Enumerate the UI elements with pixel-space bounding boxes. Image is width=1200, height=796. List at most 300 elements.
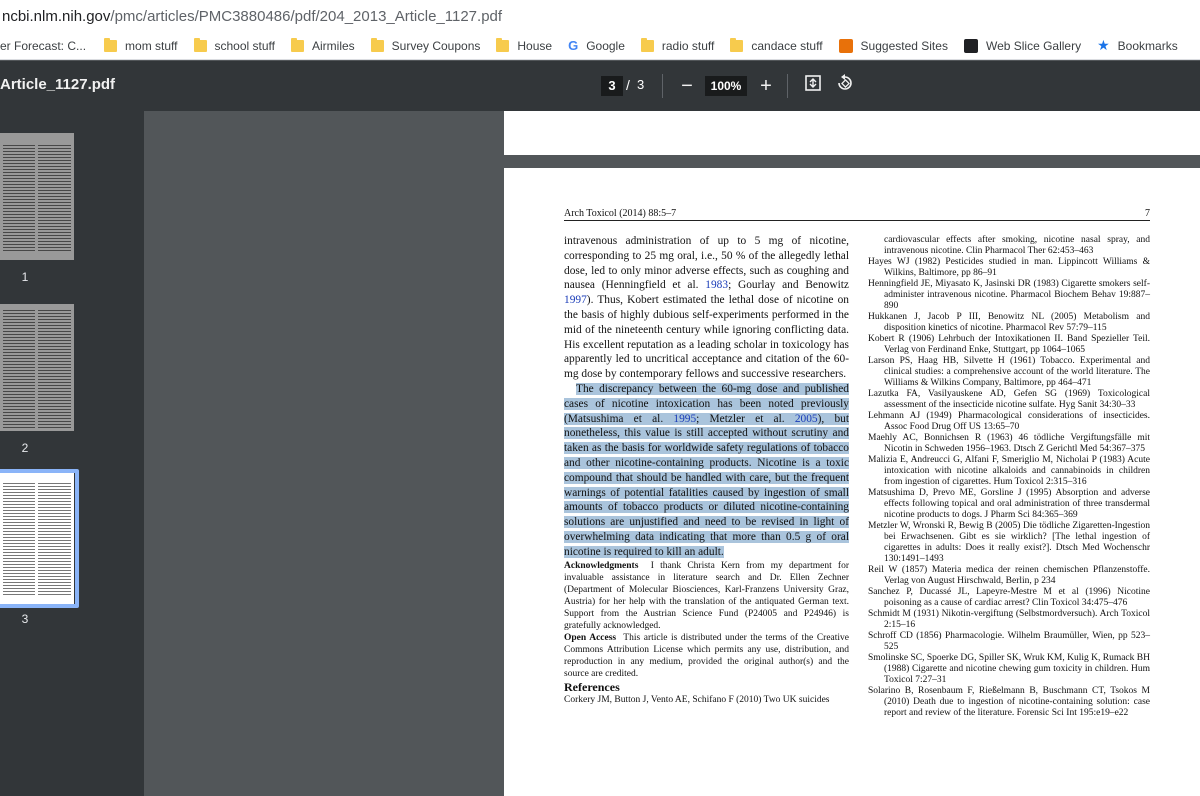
thumbnail-text-line	[38, 145, 71, 146]
thumbnail-text-line	[38, 238, 71, 239]
thumbnail-text-line	[38, 519, 71, 520]
thumbnail-text-line	[3, 178, 35, 179]
fit-to-page-button[interactable]	[801, 74, 825, 98]
thumbnail-text-line	[38, 382, 71, 383]
thumbnail-text-line	[3, 573, 35, 574]
thumbnail-text-line	[3, 160, 35, 161]
thumbnail-text-line	[3, 244, 35, 245]
thumbnail-text-line	[38, 331, 71, 332]
thumbnail-text-line	[3, 382, 35, 383]
bookmark-label: Bookmarks	[1117, 38, 1178, 53]
thumbnail-text-line	[3, 567, 35, 568]
thumbnail-text-line	[38, 564, 71, 565]
bookmark-item[interactable]	[1097, 37, 1178, 54]
folder-icon	[496, 40, 509, 52]
thumbnail-text-line	[3, 534, 35, 535]
thumbnail-text-line	[38, 528, 71, 529]
thumbnail-text-line	[38, 184, 71, 185]
thumbnail-text-line	[38, 355, 71, 356]
thumbnail-text-line	[38, 214, 71, 215]
thumbnail-text-line	[3, 355, 35, 356]
thumbnail-text-line	[38, 391, 71, 392]
references-heading: References	[564, 679, 620, 694]
address-bar[interactable]	[0, 0, 1200, 32]
thumbnail-text-line	[3, 184, 35, 185]
zoom-in-button[interactable]: +	[760, 75, 772, 97]
thumbnail-text-line	[38, 367, 71, 368]
thumbnail-text-line	[38, 582, 71, 583]
thumbnail-text-line	[3, 343, 35, 344]
thumbnail-text-line	[3, 325, 35, 326]
rotate-button[interactable]	[833, 74, 857, 98]
reference-item: Schmidt M (1931) Nikotin-vergiftung (Selbstmordversuch). Arch Toxicol 2:15–16	[868, 609, 1150, 630]
thumbnail-text-line	[38, 376, 71, 377]
left-column	[564, 234, 849, 706]
thumbnail-text-line	[3, 247, 35, 248]
thumbnail-text-line	[3, 223, 35, 224]
fit-page-icon	[804, 74, 822, 92]
thumbnail-text-line	[3, 352, 35, 353]
bookmark-label: Suggested Sites	[860, 38, 948, 53]
thumbnail-text-line	[38, 310, 71, 311]
thumbnail-text-line	[3, 501, 35, 502]
thumbnail-text-line	[38, 148, 71, 149]
thumbnail-text-line	[38, 217, 71, 218]
pdf-viewer[interactable]	[144, 111, 1200, 796]
thumbnail-text-line	[3, 364, 35, 365]
thumbnail-text-line	[38, 244, 71, 245]
thumbnail-text-line	[38, 546, 71, 547]
thumbnail-text-line	[3, 328, 35, 329]
thumbnail-text-line	[38, 157, 71, 158]
thumbnail-text-line	[38, 522, 71, 523]
thumbnail-text-line	[3, 190, 35, 191]
reference-item: Malizia E, Andreucci G, Alfani F, Smeriglio M, Nicholai P (1983) Acute intoxication with nicotine alkaloids and cannabinoids in children from ingestion of cigarettes. Hum Toxicol 2:315–316	[868, 455, 1150, 488]
header-rule	[564, 220, 1150, 221]
thumbnail-text-line	[38, 400, 71, 401]
thumbnail-text-line	[38, 361, 71, 362]
thumbnail-text-line	[3, 492, 35, 493]
thumbnail-text-line	[38, 229, 71, 230]
thumbnail-text-line	[38, 567, 71, 568]
thumbnail-text-line	[38, 558, 71, 559]
thumbnail-text-line	[3, 564, 35, 565]
page-thumbnail-1[interactable]	[0, 133, 74, 260]
thumbnail-text-line	[3, 202, 35, 203]
open-access: Open Access This article is distributed under the terms of the Creative Commons Attribution License which permits any use, distribution, and reproduction in any medium, provided the original author(s) and the source are credited.	[564, 632, 849, 679]
thumbnail-text-line	[38, 328, 71, 329]
bookmark-label: radio stuff	[661, 38, 715, 53]
thumbnail-text-line	[3, 172, 35, 173]
reference-item: Sanchez P, Ducassé JL, Lapeyre-Mestre M et al (1996) Nicotine poisoning as a cause of cardiac arrest? Clin Toxicol 34:475–476	[868, 587, 1150, 608]
reference-item: cardiovascular effects after smoking, nicotine nasal spray, and intravenous nicotine. Clin Pharmacol Ther 62:453–463	[884, 235, 1150, 256]
thumbnail-text-line	[3, 519, 35, 520]
bookmark-label: Airmiles	[311, 38, 355, 53]
thumbnail-text-line	[38, 364, 71, 365]
thumbnail-text-line	[38, 415, 71, 416]
thumbnail-text-line	[3, 570, 35, 571]
thumbnail-text-line	[3, 181, 35, 182]
thumbnail-text-line	[38, 424, 71, 425]
thumbnail-text-line	[3, 561, 35, 562]
thumbnail-text-line	[38, 513, 71, 514]
bookmark-label: mom stuff	[125, 38, 178, 53]
thumbnail-text-line	[3, 316, 35, 317]
reference-item: Maehly AC, Bonnichsen R (1963) 46 tödliche Vergiftungsfälle mit Nicotin in Schweden 1956–1963. Dtsch Z Gerichtl Med 54:367–375	[868, 433, 1150, 455]
thumbnail-text-line	[38, 325, 71, 326]
thumbnail-text-line	[3, 412, 35, 413]
thumbnail-text-line	[3, 528, 35, 529]
page-separator: /	[626, 77, 630, 93]
thumbnail-text-line	[3, 241, 35, 242]
thumbnail-text-line	[38, 549, 71, 550]
rotate-icon	[836, 74, 854, 92]
bookmarks-bar	[0, 32, 1200, 60]
thumbnail-text-line	[3, 385, 35, 386]
thumbnail-text-line	[38, 486, 71, 487]
bookmark-item[interactable]	[194, 39, 275, 53]
thumbnail-text-line	[38, 379, 71, 380]
thumbnail-text-line	[38, 175, 71, 176]
thumbnail-text-line	[3, 427, 35, 428]
thumbnail-text-line	[38, 319, 71, 320]
thumbnail-text-line	[38, 241, 71, 242]
citation-link[interactable]: 1995	[673, 412, 697, 425]
reference-item: Larson PS, Haag HB, Silvette H (1961) Tobacco. Experimental and clinical studies: a comprehensive account of the world literature. The Williams & Wilkins Company, Baltimore, pp 464–471	[868, 356, 1150, 388]
reference-item: Corkery JM, Button J, Vento AE, Schifano F (2010) Two UK suicides	[564, 695, 830, 706]
thumbnail-text-line	[38, 495, 71, 496]
thumbnail-text-line	[3, 322, 35, 323]
thumbnail-text-line	[3, 250, 35, 251]
thumbnail-label: 1	[21, 270, 29, 284]
thumbnail-text-line	[3, 507, 35, 508]
highlighted-paragraph: The discrepancy between the 60-mg dose and published cases of nicotine intoxication has been noted previously (Matsushima et al. 1995; Metzler et al. 2005), but nonetheless, this value is still accepted without scrutiny and taken as the basis for worldwide safety regulations of tobacco and other nicotine-containing products. Nicotine is a toxic compound that should be handled with care, but the frequent warnings of potential fatalities caused by ingestion of small amounts of tobacco products or diluted nicotine-containing solutions are unjustified and need to be revised in light of overwhelming data indicating that more than 0.5 g of oral nicotine is required to kill an adult.	[564, 382, 850, 558]
thumbnail-text-line	[38, 489, 71, 490]
thumbnail-text-line	[38, 543, 71, 544]
thumbnail-text-line	[3, 379, 35, 380]
thumbnail-text-line	[3, 591, 35, 592]
thumbnail-text-line	[3, 409, 35, 410]
thumbnail-text-line	[38, 235, 71, 236]
thumbnail-text-line	[38, 337, 71, 338]
thumbnail-text-line	[3, 319, 35, 320]
thumbnail-text-line	[38, 591, 71, 592]
thumbnail-text-line	[3, 373, 35, 374]
thumbnail-text-line	[38, 322, 71, 323]
thumbnail-text-line	[38, 172, 71, 173]
thumbnail-text-line	[38, 409, 71, 410]
thumbnail-text-line	[38, 498, 71, 499]
thumbnail-text-line	[38, 154, 71, 155]
thumbnail-text-line	[38, 579, 71, 580]
journal-citation: Arch Toxicol (2014) 88:5–7	[564, 208, 677, 219]
thumbnail-text-line	[3, 376, 35, 377]
pdf-title: Article_1127.pdf	[0, 76, 116, 93]
thumbnail-text-line	[38, 394, 71, 395]
thumbnail-text-line	[3, 238, 35, 239]
thumbnail-text-line	[38, 537, 71, 538]
thumbnail-text-line	[3, 358, 35, 359]
thumbnail-text-line	[3, 229, 35, 230]
thumbnail-text-line	[3, 394, 35, 395]
thumbnail-text-line	[38, 352, 71, 353]
thumbnail-text-line	[3, 525, 35, 526]
thumbnail-text-line	[38, 211, 71, 212]
thumbnail-text-line	[38, 504, 71, 505]
thumbnail-text-line	[38, 316, 71, 317]
thumbnail-text-line	[38, 501, 71, 502]
folder-icon	[194, 40, 207, 52]
thumbnail-text-line	[38, 250, 71, 251]
thumbnail-text-line	[3, 151, 35, 152]
thumbnail-text-line	[3, 370, 35, 371]
thumbnail-text-line	[38, 403, 71, 404]
thumbnail-text-line	[3, 193, 35, 194]
thumbnail-text-line	[3, 361, 35, 362]
thumbnail-text-line	[3, 543, 35, 544]
zoom-input[interactable]: 100%	[705, 76, 747, 96]
thumbnail-text-line	[3, 558, 35, 559]
pdf-page-3	[504, 168, 1200, 796]
thumbnail-text-line	[38, 427, 71, 428]
thumbnail-text-line	[3, 391, 35, 392]
thumbnail-text-line	[3, 199, 35, 200]
thumbnail-text-line	[3, 148, 35, 149]
bookmark-item[interactable]	[839, 39, 948, 53]
google-icon: G	[568, 38, 579, 53]
thumbnail-text-line	[3, 504, 35, 505]
thumbnail-text-line	[38, 540, 71, 541]
reference-item: Henningfield JE, Miyasato K, Jasinski DR (1983) Cigarette smokers self-administer intravenous nicotine. Pharmacol Biochem Behav 19:887–890	[868, 279, 1150, 311]
thumbnail-text-line	[38, 208, 71, 209]
thumbnail-text-line	[3, 175, 35, 176]
thumbnail-text-line	[38, 358, 71, 359]
bookmark-label: er Forecast: C...	[0, 38, 87, 53]
thumbnail-text-line	[3, 196, 35, 197]
thumbnail-text-line	[3, 217, 35, 218]
reference-item: Reil W (1857) Materia medica der reinen chemischen Pflanzenstoffe. Verlag von August Hirschwald, Berlin, p 234	[868, 564, 1150, 586]
thumbnail-text-line	[3, 208, 35, 209]
thumbnail-text-line	[3, 310, 35, 311]
bookmark-item[interactable]	[104, 39, 177, 53]
thumbnail-text-line	[3, 388, 35, 389]
thumbnail-text-line	[3, 537, 35, 538]
thumbnail-text-line	[3, 415, 35, 416]
thumbnail-text-line	[3, 169, 35, 170]
thumbnail-label: 3	[21, 612, 29, 626]
thumbnail-text-line	[3, 226, 35, 227]
thumbnail-text-line	[3, 552, 35, 553]
reference-item: Metzler W, Wronski R, Bewig B (2005) Die tödliche Zigaretten-Ingestion bei Erwachsenen. Gibt es sie wirklich? [The lethal ingestion of cigarettes in adults: Does it really exist?]. Dtsch Med Wochenschr 130:1491–1493	[868, 521, 1150, 564]
folder-icon	[641, 40, 654, 52]
thumbnail-text-line	[38, 585, 71, 586]
reference-item: Smolinske SC, Spoerke DG, Spiller SK, Wruk KM, Kulig K, Rumack BH (1988) Cigarette and nicotine chewing gum toxicity in children. Hum Toxicol 7:27–31	[868, 653, 1150, 685]
thumbnail-text-line	[38, 552, 71, 553]
bookmark-item[interactable]	[964, 39, 1081, 53]
reference-item: Schroff CD (1856) Pharmacologie. Wilhelm Braumüller, Wien, pp 523–525	[868, 631, 1150, 652]
thumbnail-text-line	[38, 313, 71, 314]
thumbnail-text-line	[38, 334, 71, 335]
thumbnail-text-line	[3, 486, 35, 487]
thumbnail-text-line	[3, 585, 35, 586]
thumbnail-text-line	[38, 385, 71, 386]
thumbnail-text-line	[38, 220, 71, 221]
thumbnail-text-line	[3, 495, 35, 496]
thumbnail-text-line	[38, 388, 71, 389]
page-thumbnail-2[interactable]	[0, 304, 74, 431]
bookmark-label: Google	[586, 38, 625, 53]
thumbnail-text-line	[3, 145, 35, 146]
thumbnail-text-line	[3, 498, 35, 499]
thumbnail-text-line	[3, 313, 35, 314]
bookmark-item[interactable]	[291, 39, 355, 53]
thumbnail-text-line	[38, 594, 71, 595]
thumbnail-text-line	[38, 349, 71, 350]
thumbnail-text-line	[38, 340, 71, 341]
thumbnail-text-line	[3, 346, 35, 347]
thumbnail-text-line	[3, 340, 35, 341]
thumbnail-text-line	[38, 534, 71, 535]
thumbnail-text-line	[38, 226, 71, 227]
thumbnail-label: 2	[21, 441, 29, 455]
thumbnail-text-line	[3, 549, 35, 550]
thumbnail-text-line	[38, 202, 71, 203]
suggested-sites-icon	[839, 39, 853, 53]
zoom-out-button[interactable]: −	[681, 75, 693, 97]
thumbnail-text-line	[38, 166, 71, 167]
reference-item: Hayes WJ (1982) Pesticides studied in man. Lippincott Williams & Wilkins, Baltimore, pp 86–91	[868, 257, 1150, 278]
thumbnail-text-line	[38, 418, 71, 419]
bookmark-item[interactable]	[568, 38, 625, 53]
thumbnail-text-line	[38, 561, 71, 562]
thumbnail-text-line	[38, 406, 71, 407]
thumbnail-text-line	[3, 418, 35, 419]
thumbnail-text-line	[38, 492, 71, 493]
reference-item: Hukkanen J, Jacob P III, Benowitz NL (2005) Metabolism and disposition kinetics of nicotine. Pharmacol Rev 57:79–115	[868, 312, 1150, 333]
thumbnail-text-line	[38, 223, 71, 224]
thumbnail-text-line	[38, 160, 71, 161]
pdf-page-2	[504, 111, 1200, 155]
thumbnail-text-line	[38, 397, 71, 398]
folder-icon	[730, 40, 743, 52]
bookmark-label: candace stuff	[751, 38, 823, 53]
folder-icon	[371, 40, 384, 52]
thumbnail-text-line	[38, 163, 71, 164]
citation-link[interactable]: 1983	[705, 279, 729, 292]
thumbnail-text-line	[38, 516, 71, 517]
thumbnail-text-line	[38, 373, 71, 374]
thumbnail-text-line	[38, 169, 71, 170]
reference-item: Kobert R (1906) Lehrbuch der Intoxikationen II. Band Spezieller Teil. Verlag von Ferdinand Enke, Stuttgart, pp 1064–1065	[868, 334, 1150, 355]
thumbnail-text-line	[38, 588, 71, 589]
page-total: 3	[637, 77, 645, 92]
thumbnail-text-line	[38, 570, 71, 571]
thumbnail-text-line	[3, 579, 35, 580]
thumbnail-text-line	[3, 406, 35, 407]
web-slice-icon	[964, 39, 978, 53]
thumbnail-text-line	[38, 190, 71, 191]
reference-item: Lehmann AJ (1949) Pharmacological considerations of insecticides. Assoc Food Drug Off US 13:65–70	[868, 411, 1150, 433]
thumbnail-text-line	[3, 232, 35, 233]
thumbnail-text-line	[3, 157, 35, 158]
thumbnail-text-line	[3, 367, 35, 368]
bookmark-label: Survey Coupons	[391, 38, 481, 53]
thumbnail-sidebar	[0, 111, 144, 796]
thumbnail-text-line	[38, 507, 71, 508]
thumbnail-text-line	[38, 370, 71, 371]
thumbnail-text-line	[38, 187, 71, 188]
thumbnail-text-line	[3, 516, 35, 517]
reference-item: Lazutka FA, Vasilyauskene AD, Gefen SG (1969) Toxicological assessment of the insecticide nicotine sulfate. Hyg Sanit 34:30–33	[868, 389, 1150, 410]
page-number-input[interactable]: 3	[601, 76, 623, 96]
thumbnail-text-line	[3, 400, 35, 401]
bookmark-item[interactable]	[0, 39, 86, 53]
running-header	[564, 208, 1150, 219]
thumbnail-text-line	[3, 510, 35, 511]
thumbnail-text-line	[38, 525, 71, 526]
thumbnail-text-line	[3, 397, 35, 398]
thumbnail-text-line	[38, 151, 71, 152]
thumbnail-text-line	[3, 403, 35, 404]
folder-icon	[291, 40, 304, 52]
thumbnail-text-line	[38, 343, 71, 344]
bookmark-item[interactable]	[641, 39, 714, 53]
thumbnail-text-line	[3, 220, 35, 221]
thumbnail-text-line	[38, 421, 71, 422]
bookmark-item[interactable]	[496, 39, 552, 53]
right-column-references	[868, 235, 1150, 719]
thumbnail-text-line	[38, 181, 71, 182]
thumbnail-text-line	[38, 531, 71, 532]
bookmark-label: House	[517, 38, 553, 53]
thumbnail-text-line	[3, 187, 35, 188]
thumbnail-text-line	[38, 193, 71, 194]
thumbnail-text-line	[38, 196, 71, 197]
thumbnail-text-line	[3, 483, 35, 484]
thumbnail-text-line	[3, 424, 35, 425]
citation-link[interactable]: 1997	[564, 294, 587, 307]
bookmark-item[interactable]	[371, 39, 481, 53]
folder-icon	[104, 40, 117, 52]
citation-link[interactable]: 2005	[794, 412, 818, 425]
thumbnail-text-line	[3, 154, 35, 155]
thumbnail-text-line	[3, 349, 35, 350]
bookmark-item[interactable]	[730, 39, 822, 53]
toolbar-divider	[662, 74, 663, 98]
thumbnail-text-line	[3, 576, 35, 577]
thumbnail-text-line	[3, 331, 35, 332]
thumbnail-text-line	[3, 588, 35, 589]
acknowledgments: Acknowledgments I thank Christa Kern from my department for invaluable assistance in literature search and Dr. Ellen Zechner (Department of Molecular Biosciences, Karl-Franzens University Graz, Austria) for her help with the translation of the antiquated German text. Support from the Austrian Science Fund (P24005 and P24946) is gratefully acknowledged.	[564, 560, 849, 631]
thumbnail-text-line	[3, 522, 35, 523]
page-thumbnail-3[interactable]	[0, 473, 74, 604]
bookmark-label: school stuff	[214, 38, 275, 53]
thumbnail-text-line	[3, 205, 35, 206]
thumbnail-text-line	[3, 546, 35, 547]
url-text[interactable]: ncbi.nlm.nih.gov/pmc/articles/PMC3880486/pdf/204_2013_Article_1127.pdf	[2, 7, 503, 25]
thumbnail-text-line	[38, 247, 71, 248]
thumbnail-text-line	[38, 199, 71, 200]
page-number: 7	[1145, 208, 1150, 219]
thumbnail-text-line	[38, 232, 71, 233]
thumbnail-text-line	[3, 163, 35, 164]
thumbnail-text-line	[3, 489, 35, 490]
thumbnail-text-line	[38, 573, 71, 574]
thumbnail-text-line	[38, 205, 71, 206]
thumbnail-text-line	[3, 421, 35, 422]
thumbnail-text-line	[38, 346, 71, 347]
bookmark-label: Web Slice Gallery	[985, 38, 1082, 53]
